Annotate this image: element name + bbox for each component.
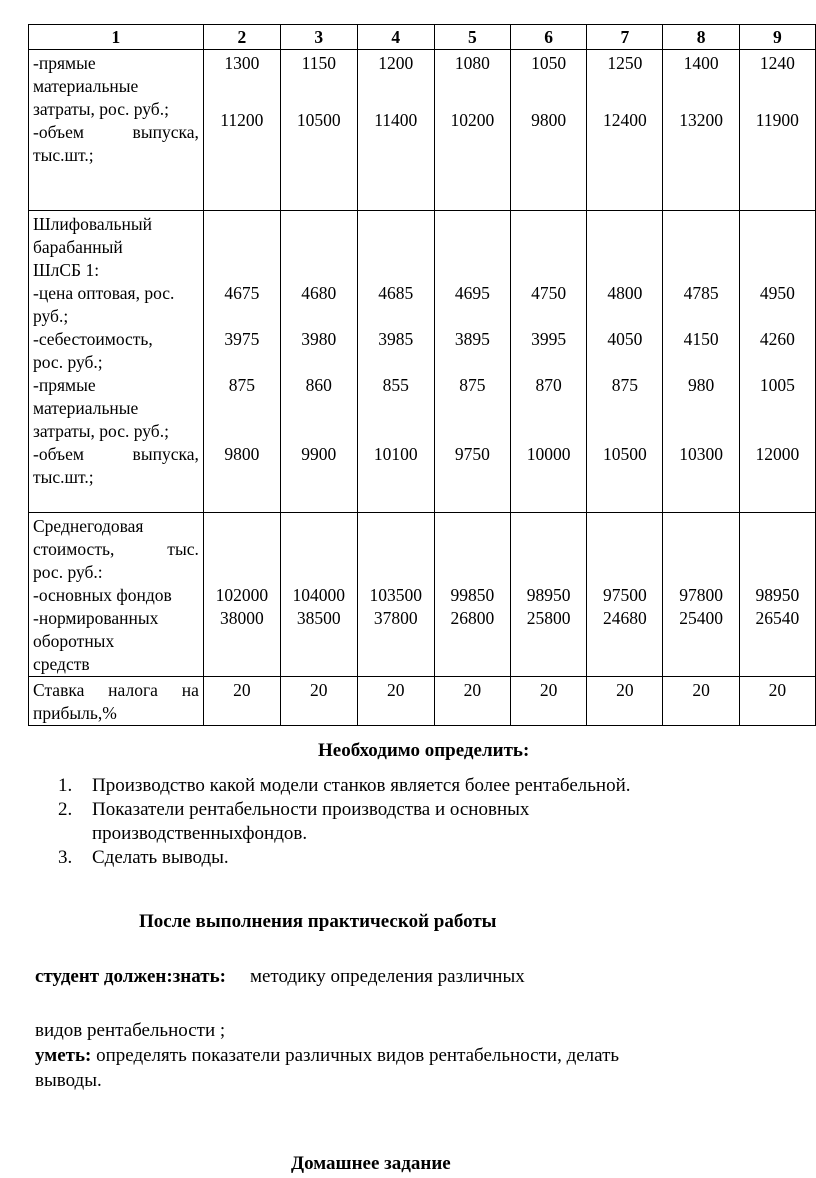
value-cell — [663, 677, 739, 726]
cell-value: 12400 — [602, 110, 647, 130]
header-cell: 4 — [357, 25, 434, 50]
value-cell — [203, 211, 280, 513]
header-cell: 3 — [280, 25, 357, 50]
label-line: -нормированных — [33, 608, 159, 628]
cell-value: 9900 — [301, 444, 337, 464]
cell-value: 98950 — [755, 585, 800, 605]
label-line: тыс.шт.; — [33, 467, 94, 487]
label-line: тыс.шт.; — [33, 145, 94, 165]
cell-value: 4260 — [759, 329, 795, 349]
student-able-cont: выводы. — [35, 1070, 102, 1091]
task-text: Сделать выводы. — [92, 847, 229, 868]
cell-value: 99850 — [450, 585, 495, 605]
after-work-title: После выполнения практической работы — [139, 911, 497, 932]
cell-value: 4050 — [607, 329, 643, 349]
list-item — [58, 846, 778, 870]
label-line: -объем выпуска, — [33, 444, 199, 464]
cell-value: 20 — [233, 680, 251, 700]
cell-value: 11400 — [374, 110, 418, 130]
cell-value: 870 — [535, 375, 562, 395]
cell-value: 3975 — [224, 329, 260, 349]
cell-value: 875 — [459, 375, 486, 395]
value-cell — [280, 211, 357, 513]
cell-value: 102000 — [215, 585, 269, 605]
label-line: стоимость, тыс. — [33, 539, 199, 559]
cell-value: 9800 — [531, 110, 567, 130]
student-prefix: студент должен:знать: — [35, 966, 226, 987]
value-cell — [739, 211, 815, 513]
cell-value: 9750 — [454, 444, 490, 464]
cell-value: 98950 — [526, 585, 571, 605]
label-line: прибыль,% — [33, 703, 117, 723]
value-cell — [434, 50, 510, 211]
cell-value: 38000 — [219, 608, 264, 628]
know-text: методику определения различных — [249, 966, 525, 987]
label-line: -прямые — [33, 375, 96, 395]
cell-value: 25400 — [679, 608, 723, 628]
header-cell: 2 — [203, 25, 280, 50]
cell-value: 12000 — [755, 444, 800, 464]
label-line: -объем выпуска, — [33, 122, 199, 142]
label-line: материальные — [33, 398, 139, 418]
cell-value: 1250 — [607, 53, 643, 73]
label-line: -цена оптовая, рос. — [33, 283, 175, 303]
value-cell — [587, 50, 663, 211]
cell-value: 4675 — [224, 283, 260, 303]
cell-value: 1240 — [759, 53, 795, 73]
cell-value: 10200 — [450, 110, 495, 130]
cell-value: 10500 — [602, 444, 647, 464]
header-cell: 8 — [663, 25, 739, 50]
value-cell — [203, 513, 280, 677]
cell-value: 11900 — [755, 110, 799, 130]
label-line: Среднегодовая — [33, 516, 144, 536]
value-cell — [280, 50, 357, 211]
task-list — [58, 774, 778, 870]
cell-value: 20 — [692, 680, 710, 700]
value-cell — [510, 513, 586, 677]
label-line: затраты, рос. руб.; — [33, 421, 169, 441]
task-number: 1. — [58, 775, 73, 796]
cell-value: 13200 — [679, 110, 723, 130]
cell-value: 3895 — [454, 329, 490, 349]
header-cell: 6 — [510, 25, 586, 50]
label-line: рос. руб.: — [33, 562, 103, 582]
cell-value: 20 — [768, 680, 787, 700]
cell-value: 4680 — [301, 283, 337, 303]
value-cell — [663, 50, 739, 211]
value-cell — [357, 50, 434, 211]
value-cell — [434, 211, 510, 513]
cell-value: 37800 — [373, 608, 418, 628]
value-cell — [434, 677, 510, 726]
task-number: 2. — [58, 799, 73, 820]
cell-value: 1200 — [378, 53, 414, 73]
cell-value: 4950 — [759, 283, 795, 303]
value-cell — [280, 513, 357, 677]
student-know-line — [35, 965, 525, 989]
list-item — [58, 774, 778, 798]
cell-value: 10500 — [296, 110, 341, 130]
cell-value: 1150 — [301, 53, 336, 73]
cell-value: 3995 — [531, 329, 567, 349]
cell-value: 875 — [611, 375, 638, 395]
label-line: материальные — [33, 76, 139, 96]
value-cell — [203, 50, 280, 211]
cell-value: 1005 — [759, 375, 795, 395]
cell-value: 4750 — [531, 283, 567, 303]
cell-value: 10300 — [679, 444, 723, 464]
value-cell — [357, 513, 434, 677]
cell-value: 9800 — [224, 444, 260, 464]
able-text: определять показатели различных видов рентабельности, делать — [91, 1045, 620, 1066]
value-cell — [663, 513, 739, 677]
value-cell — [510, 211, 586, 513]
cell-value: 26800 — [450, 608, 495, 628]
cell-value: 38500 — [296, 608, 341, 628]
cell-value: 1300 — [224, 53, 260, 73]
cell-value: 10000 — [526, 444, 571, 464]
cell-value: 4695 — [454, 283, 490, 303]
cell-value: 20 — [386, 680, 405, 700]
row-label-cell — [29, 677, 204, 726]
value-cell — [357, 677, 434, 726]
value-cell — [510, 677, 586, 726]
cell-value: 855 — [382, 375, 409, 395]
value-cell — [663, 211, 739, 513]
cell-value: 26540 — [755, 608, 800, 628]
student-know-cont: видов рентабельности ; — [35, 1020, 226, 1041]
label-line: затраты, рос. руб.; — [33, 99, 169, 119]
cell-value: 3985 — [378, 329, 414, 349]
table-row — [29, 513, 816, 677]
cell-value: 97500 — [602, 585, 647, 605]
cell-value: 860 — [305, 375, 332, 395]
section-title: Необходимо определить: — [318, 740, 530, 761]
label-line: барабанный — [33, 237, 123, 257]
cell-value: 4800 — [607, 283, 643, 303]
cell-value: 25800 — [526, 608, 571, 628]
cell-value: 104000 — [292, 585, 346, 605]
cell-value: 11200 — [220, 110, 264, 130]
label-line: оборотных — [33, 631, 115, 651]
value-cell — [357, 211, 434, 513]
cell-value: 97800 — [679, 585, 723, 605]
task-text: Показатели рентабельности производства и основных производственныхфондов. — [92, 799, 530, 844]
cell-value: 4150 — [683, 329, 719, 349]
task-number: 3. — [58, 847, 73, 868]
label-line: -себестоимость, — [33, 329, 153, 349]
cell-value: 24680 — [602, 608, 647, 628]
header-cell: 7 — [587, 25, 663, 50]
cell-value: 4685 — [378, 283, 414, 303]
row-label-cell — [29, 513, 204, 677]
header-row — [29, 25, 816, 50]
label-line: -основных фондов — [33, 585, 172, 605]
task-text: Производство какой модели станков является более рентабельной. — [92, 775, 631, 796]
label-line: руб.; — [33, 306, 69, 326]
value-cell — [587, 211, 663, 513]
row-label-cell — [29, 50, 204, 211]
value-cell — [510, 50, 586, 211]
list-item — [58, 798, 682, 846]
variants-table — [28, 24, 816, 726]
value-cell — [587, 677, 663, 726]
cell-value: 875 — [228, 375, 255, 395]
label-line: Шлифовальный — [33, 214, 152, 234]
cell-value: 20 — [539, 680, 558, 700]
cell-value: 20 — [463, 680, 482, 700]
student-able-line — [35, 1044, 619, 1068]
label-line: -прямые — [33, 53, 96, 73]
value-cell — [203, 677, 280, 726]
header-cell: 9 — [739, 25, 815, 50]
cell-value: 20 — [310, 680, 328, 700]
table-row — [29, 211, 816, 513]
label-line: Ставка налога на — [33, 680, 199, 700]
label-line: ШлСБ 1: — [33, 260, 100, 280]
value-cell — [739, 50, 815, 211]
cell-value: 103500 — [369, 585, 422, 605]
value-cell — [434, 513, 510, 677]
header-cell: 1 — [29, 25, 204, 50]
cell-value: 20 — [616, 680, 634, 700]
header-cell: 5 — [434, 25, 510, 50]
value-cell — [739, 513, 815, 677]
cell-value: 10100 — [373, 444, 418, 464]
cell-value: 980 — [687, 375, 715, 395]
label-line: рос. руб.; — [33, 352, 103, 372]
value-cell — [739, 677, 815, 726]
table-row — [29, 677, 816, 726]
value-cell — [280, 677, 357, 726]
label-line: средств — [33, 654, 90, 674]
cell-value: 1050 — [531, 53, 567, 73]
row-label-cell — [29, 211, 204, 513]
value-cell — [587, 513, 663, 677]
cell-value: 3980 — [301, 329, 337, 349]
table-row — [29, 50, 816, 211]
able-prefix: уметь: — [35, 1045, 92, 1066]
cell-value: 4785 — [683, 283, 719, 303]
homework-title: Домашнее задание — [291, 1153, 451, 1174]
cell-value: 1400 — [683, 53, 719, 73]
cell-value: 1080 — [454, 53, 490, 73]
